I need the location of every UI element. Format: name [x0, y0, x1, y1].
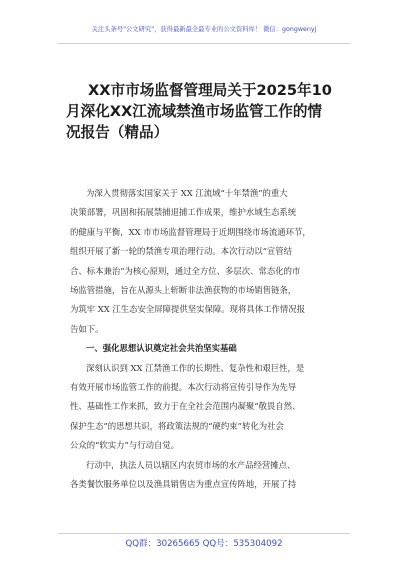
paragraph-line: 决策部署，巩固和拓展禁捕退捕工作成果，维护水域生态系统: [70, 207, 297, 218]
paragraph-line: 组织开展了新一轮的禁渔专项治理行动。本次行动以“宣管结: [70, 246, 293, 257]
header-notice: 关注头条号"公文研究"，获得最新最全最专业的公文资料库！ 微信：gongwenyj: [91, 26, 317, 33]
body-text: [70, 184, 342, 495]
paragraph-line: 为深入贯彻落实国家关于 XX 江流域“十年禁渔”的重大: [86, 188, 288, 198]
header-divider: [58, 43, 350, 44]
paragraph-line: 有效开展市场监管工作的前提。本次行动将宣传引导作为先导: [70, 382, 297, 393]
document-title: [66, 80, 356, 143]
section-heading: 一、强化思想认识奠定社会共治坚实基础: [86, 343, 237, 354]
title-line-2: 月深化XX江流域禁渔市场监管工作的情: [66, 103, 323, 120]
footer-contact: QQ群：30265665 QQ号：535304092: [125, 539, 283, 549]
paragraph-line: 公众的“软实力”与行动自觉。: [70, 440, 180, 451]
paragraph-line: 场监管措施，旨在从源头上斩断非法渔获物的市场销售链条，: [70, 285, 297, 296]
paragraph-line: 行动中，执法人员以辖区内农贸市场的水产品经营摊点、: [86, 459, 296, 470]
paragraph-line: 的健康与平衡，XX 市市场监督管理局于近期围绕市场流通环节，: [70, 226, 311, 237]
paragraph-line: 深刻认识到 XX 江禁渔工作的长期性、复杂性和艰巨性，是: [86, 362, 305, 373]
paragraph-line: 各类餐饮服务单位以及渔具销售店为重点宣传阵地，开展了持: [70, 479, 297, 490]
paragraph-line: 性、基础性工作来抓，致力于在全社会范围内凝聚“敬畏自然、: [70, 401, 301, 412]
footer-divider: [58, 533, 350, 534]
paragraph-line: 保护生态”的思想共识，将政策法规的“硬约束”转化为社会: [70, 420, 284, 431]
paragraph-line: 为筑牢 XX 江生态安全屏障提供坚实保障。现将具体工作情况报: [70, 304, 305, 315]
title-line-1: XX市市场监督管理局关于2025年10: [88, 82, 332, 99]
paragraph-line: 告如下。: [70, 323, 104, 334]
title-line-3: 况报告（精品）: [66, 124, 169, 141]
paragraph-line: 合、标本兼治”为核心原则，通过全方位、多层次、常态化的市: [70, 265, 301, 276]
